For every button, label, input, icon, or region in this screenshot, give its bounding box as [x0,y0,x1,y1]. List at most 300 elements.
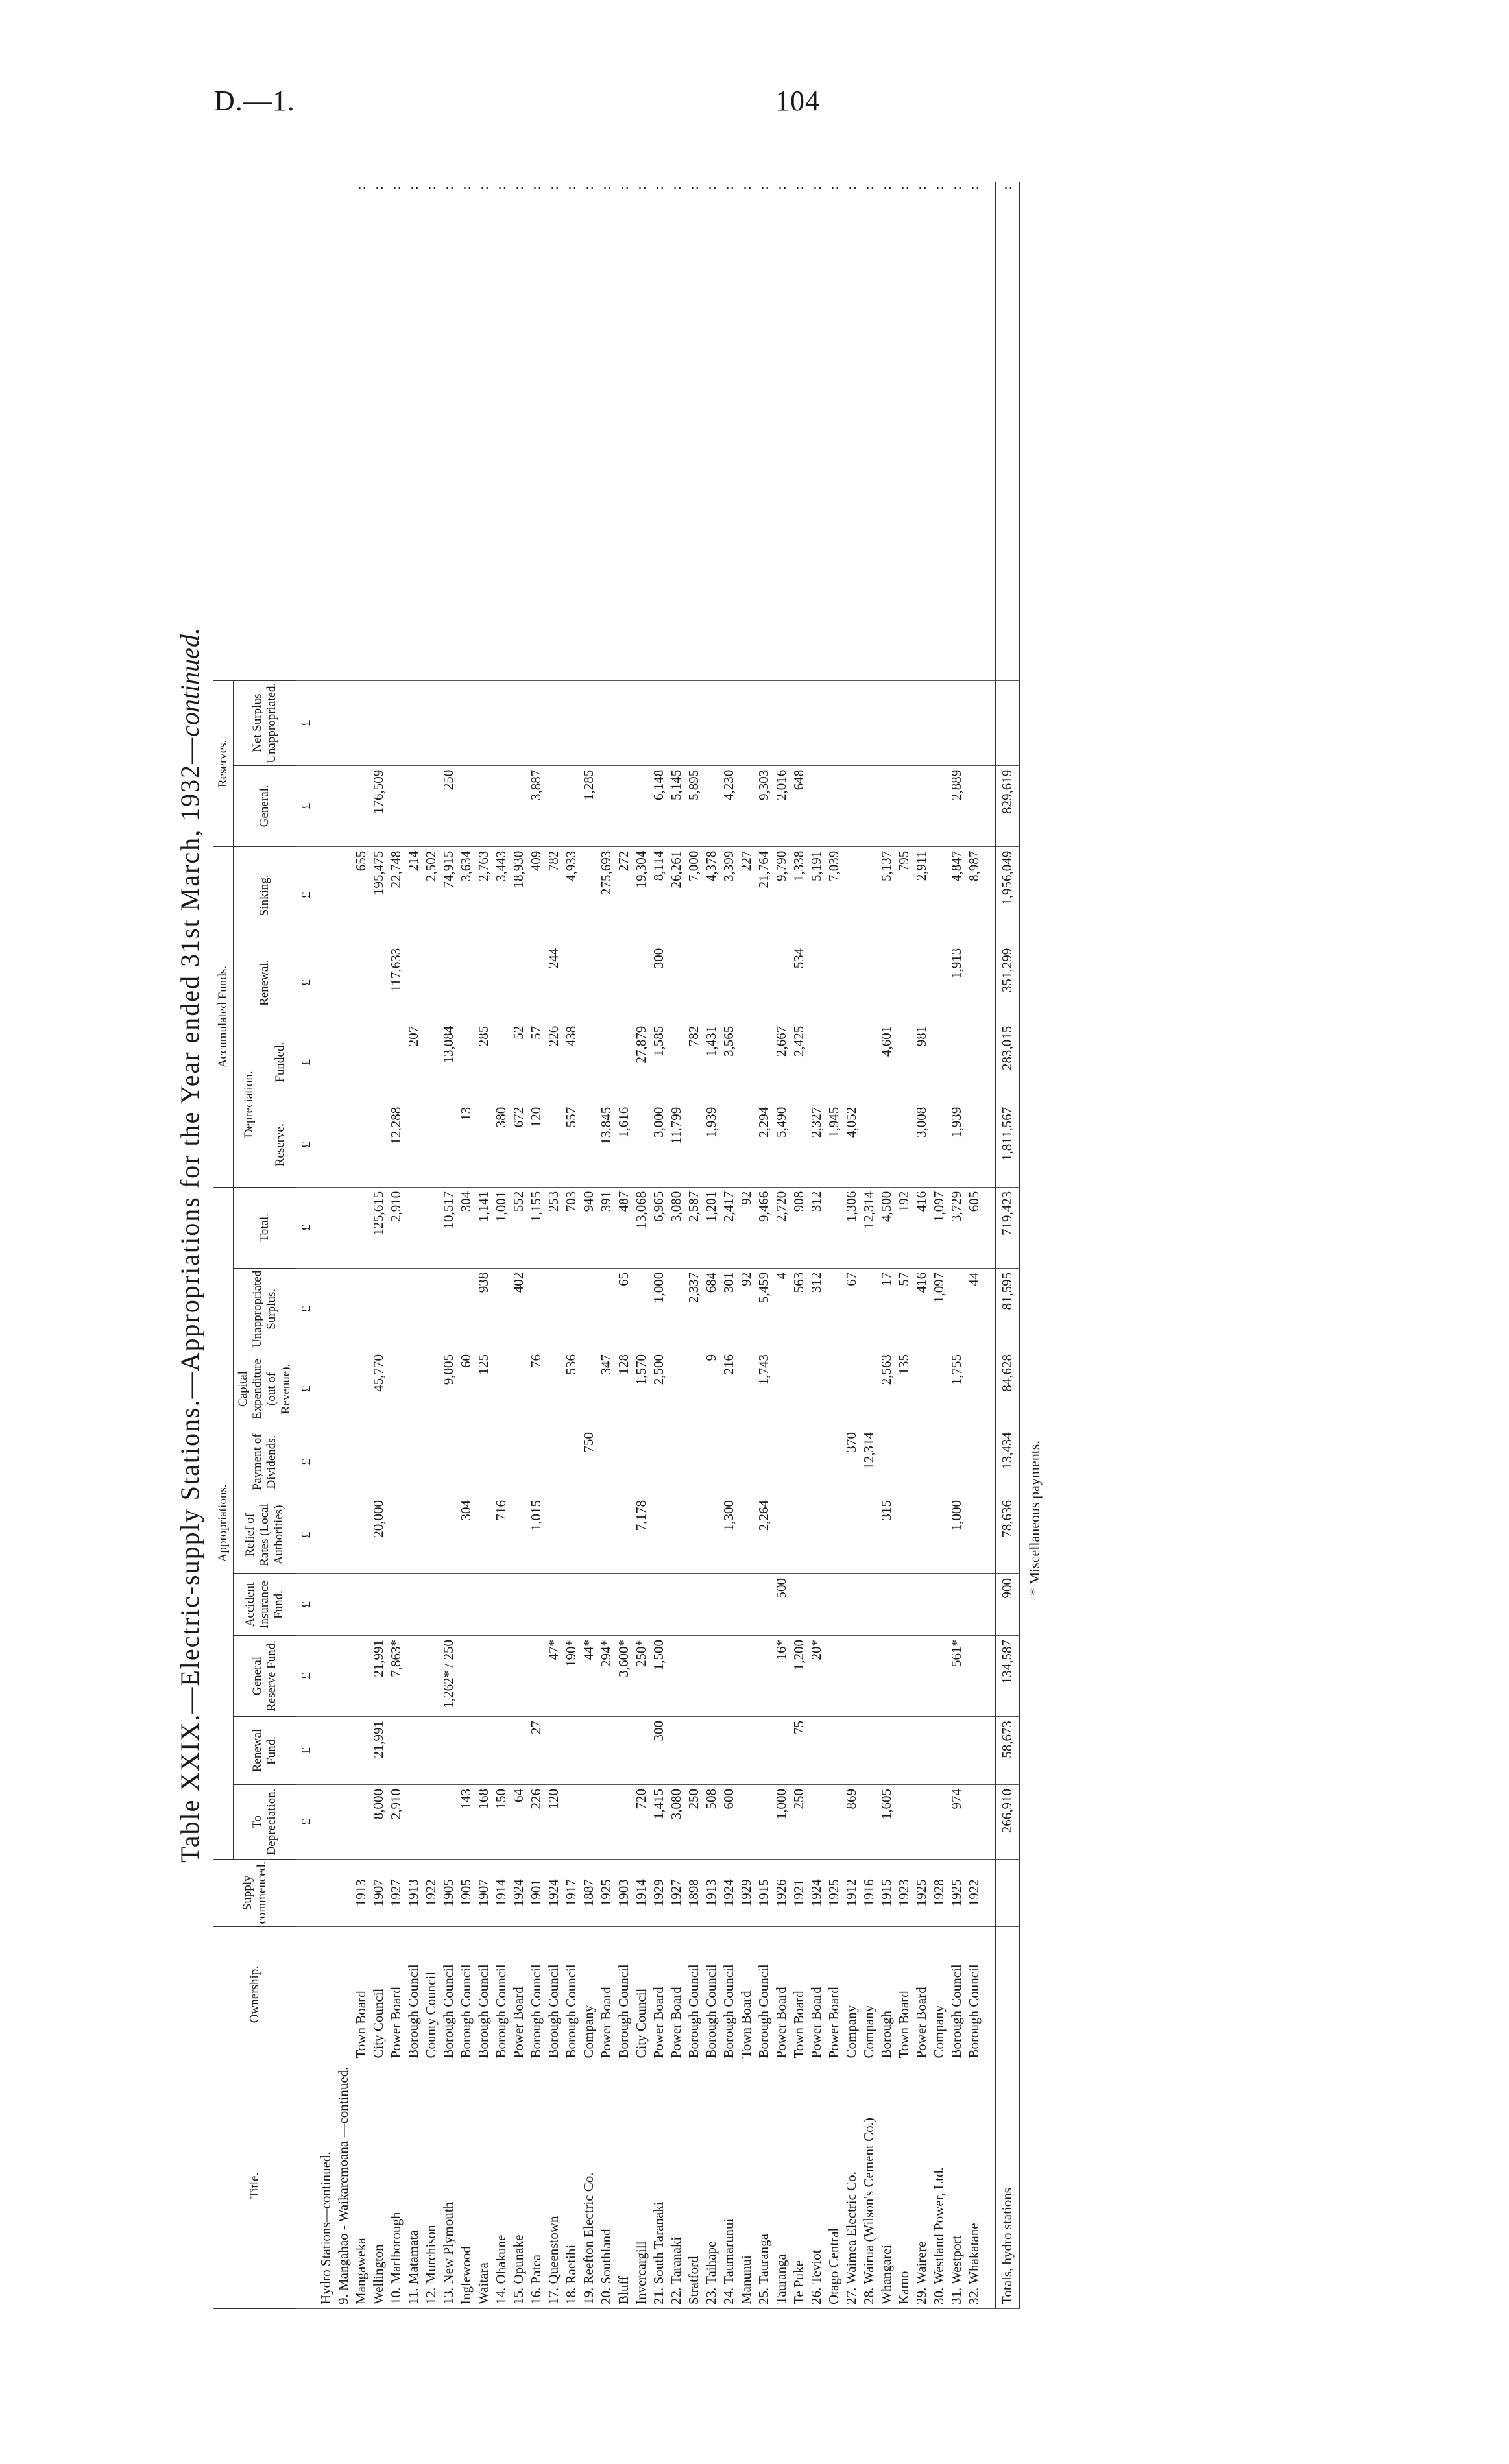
value-cell: 128 [615,1350,633,1428]
value-cell [440,1717,457,1785]
value-cell [317,1103,335,1187]
value-cell [422,1785,440,1860]
ownership-cell: Borough Council [685,1926,703,2063]
value-cell [352,1636,370,1717]
supply-year-cell: 1927 [387,1860,405,1927]
value-cell [738,680,755,765]
value-cell [825,1268,843,1350]
value-cell: 120 [545,1785,562,1860]
value-cell: 1,000 [948,1496,965,1574]
value-cell [527,1268,545,1350]
value-cell: 4,847 [948,846,965,944]
value-cell [615,944,633,1022]
value-cell: 16* [773,1636,790,1717]
value-cell: : [370,182,387,681]
value-cell: 244 [545,944,562,1022]
value-cell [860,1103,878,1187]
value-cell [457,765,475,846]
value-cell [825,1428,843,1496]
value-cell [930,1717,948,1785]
value-cell: : [685,182,703,681]
value-cell: 2,327 [808,1103,825,1187]
value-cell [387,1350,405,1428]
value-cell [843,846,860,944]
value-cell [738,1574,755,1636]
supply-year-cell: 1927 [668,1860,685,1927]
value-cell [317,1268,335,1350]
value-cell [965,1636,983,1717]
value-cell [598,1428,615,1496]
supply-year-cell [335,1860,352,1927]
value-cell [930,680,948,765]
value-cell [580,1103,598,1187]
value-cell [895,1428,913,1496]
value-cell: 409 [527,846,545,944]
value-cell: 2,264 [755,1496,773,1574]
value-cell: : [703,182,720,681]
value-cell: 782 [545,846,562,944]
value-cell: 315 [878,1496,895,1574]
value-cell [387,1574,405,1636]
value-cell [790,1428,808,1496]
value-cell [615,1574,633,1636]
value-cell [615,1496,633,1574]
col-general-reserve: General Reserve Fund. [234,1636,296,1717]
value-cell: 563 [790,1268,808,1350]
value-cell [650,1496,668,1574]
value-cell [510,765,527,846]
ownership-cell: Town Board [738,1926,755,2063]
value-cell [720,1574,738,1636]
supply-year-cell: 1901 [527,1860,545,1927]
value-cell [527,1574,545,1636]
value-cell [335,1428,352,1496]
value-cell [738,1022,755,1103]
value-cell: 283,015 [995,1022,1019,1103]
value-cell [913,1350,930,1428]
value-cell: 2,910 [387,1187,405,1268]
ownership-cell: City Council [370,1926,387,2063]
value-cell [738,1496,755,1574]
value-cell: 250* [633,1636,650,1717]
value-cell: 45,770 [370,1350,387,1428]
value-cell [878,1717,895,1785]
value-cell [633,765,650,846]
value-cell [808,765,825,846]
value-cell [755,944,773,1022]
value-cell [825,765,843,846]
supply-year-cell: 1926 [773,1860,790,1927]
supply-year-cell: 1905 [457,1860,475,1927]
value-cell: 908 [790,1187,808,1268]
value-cell: 18,930 [510,846,527,944]
table-row [580,182,598,2309]
supply-year-cell: 1887 [580,1860,598,1927]
table-row [930,182,948,2309]
value-cell [895,1574,913,1636]
station-title: 17. Queenstown [545,2063,562,2308]
value-cell: 120 [527,1103,545,1187]
value-cell [422,1268,440,1350]
value-cell [790,1496,808,1574]
value-cell [317,182,335,681]
value-cell: 1,605 [878,1785,895,1860]
value-cell [317,1496,335,1574]
value-cell [913,680,930,765]
value-cell [808,944,825,1022]
value-cell: 190* [562,1636,580,1717]
ownership-cell: Company [930,1926,948,2063]
table-row [703,182,720,2309]
value-cell: : [633,182,650,681]
supply-year-cell: 1924 [545,1860,562,1927]
unit-cell: £ [296,1022,317,1103]
value-cell [335,1785,352,1860]
station-title: 21. South Taranaki [650,2063,668,2308]
value-cell: 3,080 [668,1187,685,1268]
value-cell: 11,799 [668,1103,685,1187]
unit-cell: £ [296,1496,317,1574]
table-row [685,182,703,2309]
value-cell [895,680,913,765]
value-cell [825,680,843,765]
value-cell: 9,005 [440,1350,457,1428]
supply-year-cell: 1914 [633,1860,650,1927]
value-cell [808,1574,825,1636]
value-cell: 6,965 [650,1187,668,1268]
ownership-cell: Borough Council [457,1926,475,2063]
value-cell [457,1574,475,1636]
value-cell: 300 [650,944,668,1022]
station-title: 19. Reefton Electric Co. [580,2063,598,2308]
value-cell: 1,743 [755,1350,773,1428]
col-sinking: Sinking. [234,846,296,944]
value-cell [860,944,878,1022]
value-cell: 900 [995,1574,1019,1636]
value-cell [615,1717,633,1785]
value-cell: : [773,182,790,681]
value-cell [475,944,492,1022]
value-cell [405,1428,422,1496]
unit-cell: £ [296,1785,317,1860]
value-cell [370,1268,387,1350]
value-cell [738,944,755,1022]
ownership-cell: Borough Council [562,1926,580,2063]
value-cell [965,1022,983,1103]
value-cell: 226 [527,1785,545,1860]
value-cell [475,1103,492,1187]
caption-main: Table XXIX.—Electric-supply Stations.—Appropriations for the Year ended 31st March, 1932— [175,736,204,1863]
value-cell: 1,585 [650,1022,668,1103]
value-cell [965,944,983,1022]
value-cell [738,1103,755,1187]
value-cell: 508 [703,1785,720,1860]
supply-year-cell: 1923 [895,1860,913,1927]
value-cell: : [843,182,860,681]
supply-year-cell: 1907 [475,1860,492,1927]
value-cell [965,1350,983,1428]
value-cell: 4,230 [720,765,738,846]
value-cell [317,1574,335,1636]
ownership-cell: Power Board [387,1926,405,2063]
ownership-cell: Power Board [598,1926,615,2063]
value-cell [405,1717,422,1785]
ownership-cell: Borough Council [755,1926,773,2063]
value-cell [580,846,598,944]
value-cell [633,944,650,1022]
station-title: 12. Murchison [422,2063,440,2308]
value-cell [965,680,983,765]
value-cell: 253 [545,1187,562,1268]
value-cell: 3,008 [913,1103,930,1187]
ownership-cell: Company [860,1926,878,2063]
value-cell [878,1636,895,1717]
value-cell [352,1428,370,1496]
value-cell: 2,563 [878,1350,895,1428]
value-cell [352,680,370,765]
value-cell: 5,137 [878,846,895,944]
value-cell: 192 [895,1187,913,1268]
value-cell [475,1428,492,1496]
value-cell [720,1428,738,1496]
value-cell [843,944,860,1022]
station-title: 32. Whakatane [965,2063,983,2308]
table-row [545,182,562,2309]
value-cell [668,1022,685,1103]
value-cell [930,1496,948,1574]
page-number: 104 [775,85,820,117]
value-cell [930,1103,948,1187]
value-cell: 534 [790,944,808,1022]
ownership-cell: Power Board [650,1926,668,2063]
value-cell [545,765,562,846]
value-cell [720,944,738,1022]
value-cell: 3,443 [492,846,510,944]
value-cell: 226 [545,1022,562,1103]
value-cell [545,1103,562,1187]
value-cell: 1,616 [615,1103,633,1187]
value-cell [422,1574,440,1636]
value-cell [965,1717,983,1785]
table-row [370,182,387,2309]
value-cell: 2,500 [650,1350,668,1428]
supply-year-cell: 1929 [650,1860,668,1927]
value-cell [685,1428,703,1496]
station-title: Bluff [615,2063,633,2308]
value-cell: 2,763 [475,846,492,944]
value-cell [965,765,983,846]
value-cell: 2,720 [773,1187,790,1268]
value-cell [685,1717,703,1785]
supply-year-cell: 1929 [738,1860,755,1927]
table-row [650,182,668,2309]
value-cell [580,944,598,1022]
value-cell: 2,587 [685,1187,703,1268]
value-cell [317,846,335,944]
value-cell [335,1496,352,1574]
value-cell [562,680,580,765]
value-cell [685,1496,703,1574]
value-cell [650,680,668,765]
value-cell: 13,084 [440,1022,457,1103]
value-cell [457,1268,475,1350]
value-cell [615,1785,633,1860]
table-caption [167,182,213,2309]
totals-row [995,182,1019,2309]
table-row [440,182,457,2309]
value-cell: 351,299 [995,944,1019,1022]
unit-cell: £ [296,765,317,846]
col-to-depreciation: To Depreciation. [234,1785,296,1860]
ownership-cell: County Council [422,1926,440,2063]
value-cell: 13,845 [598,1103,615,1187]
value-cell [335,1574,352,1636]
value-cell: 7,039 [825,846,843,944]
value-cell: 44* [580,1636,598,1717]
value-cell: 150 [492,1785,510,1860]
value-cell [703,1496,720,1574]
table-row [422,182,440,2309]
value-cell [878,944,895,1022]
value-cell [422,1187,440,1268]
station-title: 15. Opunake [510,2063,527,2308]
value-cell [720,1103,738,1187]
value-cell [510,1496,527,1574]
ownership-cell: Town Board [895,1926,913,2063]
value-cell: 10,517 [440,1187,457,1268]
value-cell [913,1574,930,1636]
value-cell [860,1350,878,1428]
value-cell: 938 [475,1268,492,1350]
supply-year-cell: 1925 [948,1860,965,1927]
value-cell: : [930,182,948,681]
value-cell [703,944,720,1022]
value-cell [808,1428,825,1496]
value-cell: 3,565 [720,1022,738,1103]
value-cell [545,1268,562,1350]
value-cell [405,680,422,765]
table-row [720,182,738,2309]
value-cell: 76 [527,1350,545,1428]
supply-year-cell: 1922 [965,1860,983,1927]
value-cell [580,1785,598,1860]
rotated-table-block [167,182,1342,2309]
value-cell: 117,633 [387,944,405,1022]
value-cell: 64 [510,1785,527,1860]
value-cell: 719,423 [995,1187,1019,1268]
value-cell: 195,475 [370,846,387,944]
value-cell [422,1636,440,1717]
value-cell: : [965,182,983,681]
value-cell [422,944,440,1022]
value-cell: 1,300 [720,1496,738,1574]
value-cell [895,1636,913,1717]
supply-year-cell: 1913 [703,1860,720,1927]
value-cell [598,1496,615,1574]
value-cell [352,944,370,1022]
ownership-cell: Borough Council [492,1926,510,2063]
value-cell [930,944,948,1022]
value-cell: 3,000 [650,1103,668,1187]
value-cell: : [510,182,527,681]
value-cell: 4,378 [703,846,720,944]
value-cell [738,765,755,846]
value-cell: 52 [510,1022,527,1103]
value-cell: 782 [685,1022,703,1103]
value-cell [668,1574,685,1636]
value-cell: 720 [633,1785,650,1860]
value-cell [527,1428,545,1496]
value-cell [492,765,510,846]
value-cell [685,944,703,1022]
station-title: 18. Raetihi [562,2063,580,2308]
value-cell: 4,601 [878,1022,895,1103]
value-cell: 1,262* / 250 [440,1636,457,1717]
station-title: Kamo [895,2063,913,2308]
value-cell [457,680,475,765]
value-cell [580,680,598,765]
value-cell [387,1717,405,1785]
col-dep-reserve: Reserve. [265,1103,296,1187]
supply-year-cell: 1915 [755,1860,773,1927]
value-cell: 285 [475,1022,492,1103]
value-cell [352,1022,370,1103]
value-cell [720,1636,738,1717]
value-cell [422,1103,440,1187]
value-cell [965,1785,983,1860]
value-cell: 17 [878,1268,895,1350]
value-cell [703,680,720,765]
table-row [895,182,913,2309]
value-cell: 487 [615,1187,633,1268]
value-cell [335,1636,352,1717]
value-cell [860,1636,878,1717]
supply-year-cell: 1898 [685,1860,703,1927]
value-cell: 57 [527,1022,545,1103]
table-row [755,182,773,2309]
value-cell: 2,016 [773,765,790,846]
value-cell: : [405,182,422,681]
value-cell: 391 [598,1187,615,1268]
value-cell: 20,000 [370,1496,387,1574]
value-cell: 294* [598,1636,615,1717]
value-cell: 125,615 [370,1187,387,1268]
value-cell: 561* [948,1636,965,1717]
value-cell [825,1022,843,1103]
supply-year-cell: 1924 [808,1860,825,1927]
value-cell [510,944,527,1022]
value-cell: 9 [703,1350,720,1428]
value-cell [492,1350,510,1428]
supply-year-cell: 1913 [405,1860,422,1927]
value-cell: 272 [615,846,633,944]
value-cell [317,944,335,1022]
ownership-cell: Company [843,1926,860,2063]
value-cell [878,680,895,765]
ownership-cell [335,1926,352,2063]
value-cell: 1,755 [948,1350,965,1428]
table-row [913,182,930,2309]
value-cell [387,765,405,846]
value-cell [317,1785,335,1860]
ownership-cell: Borough Council [527,1926,545,2063]
station-title: 22. Taranaki [668,2063,685,2308]
value-cell [405,944,422,1022]
ownership-cell: Power Board [773,1926,790,2063]
value-cell [773,1496,790,1574]
value-cell [405,1103,422,1187]
value-cell [335,1103,352,1187]
